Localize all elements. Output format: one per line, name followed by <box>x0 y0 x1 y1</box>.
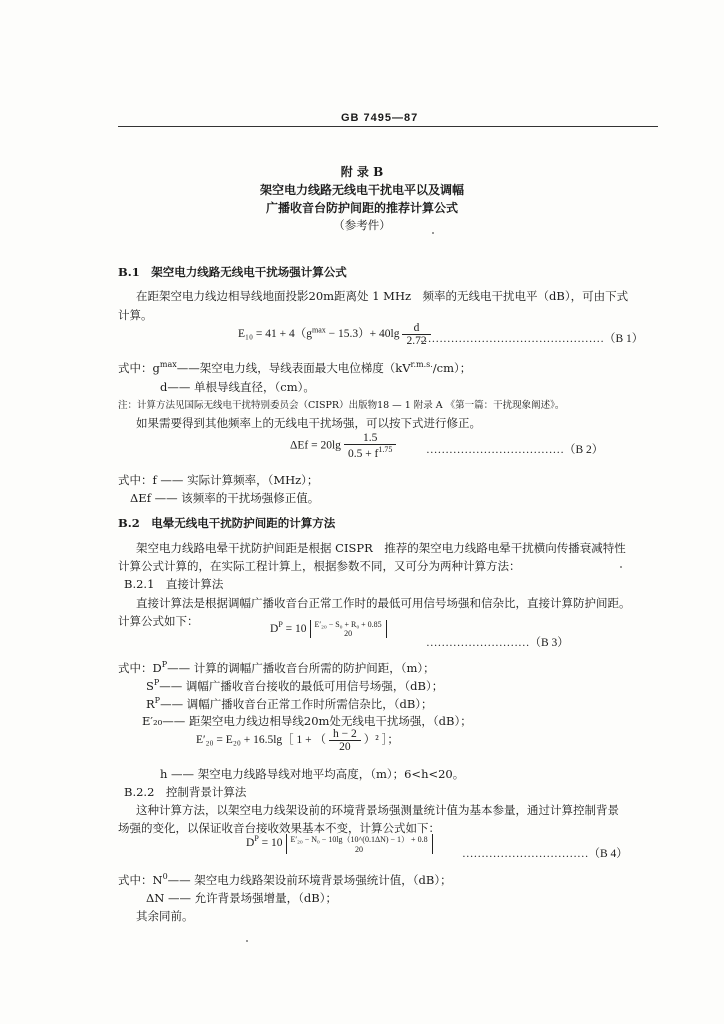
eq1-sub: max <box>312 325 326 335</box>
eq1-lhs: E₁₀ = 41 + 4（g <box>238 328 313 341</box>
w2-text: —— 调幅广播收音台接收的最低可用信号场强，（dB）； <box>159 679 444 693</box>
eq1-mid: − 15.3）+ 40lg <box>325 328 400 341</box>
w1-prefix: 式中：D <box>118 661 162 675</box>
equation-e20 <box>196 728 399 753</box>
eq2-denominator <box>344 445 396 460</box>
eq3-exp-text: E′₂₀ − S₀ + R₀ + 0.85 <box>314 620 382 629</box>
eq5-sub: P <box>254 834 259 843</box>
w3-prefix: R <box>146 697 155 711</box>
eq2-lhs: ΔEf = 20lg <box>290 439 341 452</box>
b21-h-def: h —— 架空电力线路导线对地平均高度，（m）；6<h<20。 <box>160 767 465 781</box>
b2-p2: 计算公式计算的，在实际工程计算上，根据参数不同，又可分为两种计算方法： <box>118 559 521 573</box>
appendix-label: 附 录 B <box>340 165 384 179</box>
b21-where-R <box>146 696 433 712</box>
eq1-denominator: 2.72 <box>406 335 427 347</box>
w1-text: —— 计算的调幅广播收音台所需的防护间距，（m）； <box>167 661 435 675</box>
eq3-label: ………………………（B 3） <box>426 637 569 649</box>
w4-prefix: E′₂₀ <box>142 714 163 728</box>
eq3-exponent <box>310 620 387 638</box>
eq2-exponent: 1.75 <box>378 445 393 454</box>
w4-text: —— 距架空电力线边相导线20m处无线电干扰场强，（dB）； <box>162 714 472 728</box>
eq4-denominator: 20 <box>339 741 351 753</box>
w2-prefix: S <box>146 679 154 693</box>
scan-speck <box>432 232 434 234</box>
equation-b4: $D^P = 10$ E′₂₀ − N₀ − 10lg（10^(0.1ΔN) − 1） + 0.8 20 <box>246 834 436 854</box>
scan-speck <box>246 940 248 942</box>
eq2-fraction <box>344 432 396 460</box>
section-b1-heading: B.1 架空电力线路无线电干扰场强计算公式 <box>118 265 347 279</box>
w3-sub: P <box>154 696 161 706</box>
scan-speck <box>620 566 622 568</box>
b1-where-f: 式中：f —— 实际计算频率，（MHz）； <box>118 473 319 487</box>
w5-text: —— 架空电力线路架设前环境背景场强统计值，（dB）； <box>167 873 452 887</box>
where-g-sub: max <box>159 360 177 370</box>
b1-note: 注：计算方法见国际无线电干扰特别委员会（CISPR）出版物18 — 1 附录 A 《第一篇：干扰现象阐述》。 <box>118 400 565 411</box>
b21-p2: 计算公式如下： <box>118 614 199 628</box>
b1-where-d: d—— 单根导线直径，（cm）。 <box>160 380 315 394</box>
appendix-title-line2: 广播收音台防护间距的推荐计算公式 <box>265 201 458 215</box>
eq2-den-text: 0.5 + f <box>347 447 379 460</box>
w1-sub: P <box>161 660 168 670</box>
section-b2-heading: B.2 电晕无线电干扰防护间距的计算方法 <box>118 516 336 530</box>
equation-b2 <box>290 432 399 460</box>
section-b22-heading: B.2.2 控制背景计算法 <box>124 785 247 799</box>
b22-p1: 这种计算方法，以架空电力线架设前的环境背景场强测量统计值为基本参量，通过计算控制背景 <box>136 803 619 817</box>
eq1-label: …………………………………………（B 1） <box>420 333 644 345</box>
equation-b3: $D^P = 10$ E′₂₀ − S₀ + R₀ + 0.85 20 <box>270 620 390 638</box>
b2-p1: 架空电力线路电晕干扰防护间距是根据 CISPR 推荐的架空电力线路电晕干扰横向传播衰减特性 <box>136 541 626 555</box>
section-b21-heading: B.2.1 直接计算法 <box>124 577 224 591</box>
appendix-note: （参考件） <box>333 218 391 232</box>
eq5-exp-den: 20 <box>355 845 364 854</box>
b22-p2: 场强的变化，以保证收音台接收效果基本不变，计算公式如下： <box>118 821 440 835</box>
eq5-exponent <box>286 834 433 854</box>
b1-intro-line2: 计算。 <box>118 308 153 322</box>
b1-fix: 如果需要得到其他频率上的无线电干扰场强，可以按下式进行修正。 <box>136 416 481 430</box>
b22-where-N <box>118 872 452 888</box>
eq5-label: ……………………………（B 4） <box>462 848 628 860</box>
where-g-prefix: 式中：g <box>118 361 160 375</box>
eq5-exp-text: E′₂₀ − N₀ − 10lg（10^(0.1ΔN) − 1） + 0.8 <box>290 835 428 844</box>
eq3-lhs: D <box>270 622 279 635</box>
where-g-text: ——架空电力线，导线表面最大电位梯度（kV <box>176 361 411 375</box>
eq5-exp-box <box>286 834 433 854</box>
b1-where-def: ΔEf —— 该频率的干扰场强修正值。 <box>130 491 320 505</box>
appendix-title-line1: 架空电力线路无线电干扰电平以及调幅 <box>259 183 464 197</box>
eq3-sub: P <box>278 620 283 629</box>
eq4-end: ）² ］； <box>363 734 399 747</box>
b22-rest: 其余同前。 <box>136 909 194 923</box>
w5-sub: 0 <box>162 872 168 882</box>
where-g-unit-sub: r.m.s. <box>410 360 433 370</box>
header-rule <box>118 126 658 127</box>
b21-where-D <box>118 660 435 676</box>
equation-b1 <box>238 322 434 347</box>
b1-where-g <box>118 360 471 376</box>
eq2-numerator: 1.5 <box>344 432 396 445</box>
page-header: GB 7495—87 <box>341 112 419 124</box>
eq3-exp-box <box>310 620 387 638</box>
where-g-end: /cm）； <box>432 361 472 375</box>
eq1-numerator: d <box>402 322 430 335</box>
w5-prefix: 式中：N <box>118 873 163 887</box>
b1-intro-line1: 在距架空电力线边相导线地面投影20m距离处 1 MHz 频率的无线电干扰电平（dB），可由下式 <box>136 289 629 303</box>
w3-text: —— 调幅广播收音台正常工作时所需信杂比，（dB）； <box>160 697 433 711</box>
eq4-fraction <box>329 728 361 753</box>
b22-where-dN: ΔN —— 允许背景场强增量，（dB）； <box>146 891 337 905</box>
b21-where-S <box>146 678 443 694</box>
eq4-numerator: h − 2 <box>329 728 361 741</box>
eq2-label: ………………………………（B 2） <box>426 444 604 456</box>
b21-where-E <box>142 713 472 729</box>
b21-p1: 直接计算法是根据调幅广播收音台正常工作时的最低可用信号场强和信杂比，直接计算防护间距。 <box>136 596 631 610</box>
eq3-exp-den: 20 <box>344 629 353 638</box>
eq4-lhs: E′₂₀ = E₂₀ + 16.5lg［ 1 + （ <box>196 734 327 747</box>
w2-sub: P <box>153 678 160 688</box>
